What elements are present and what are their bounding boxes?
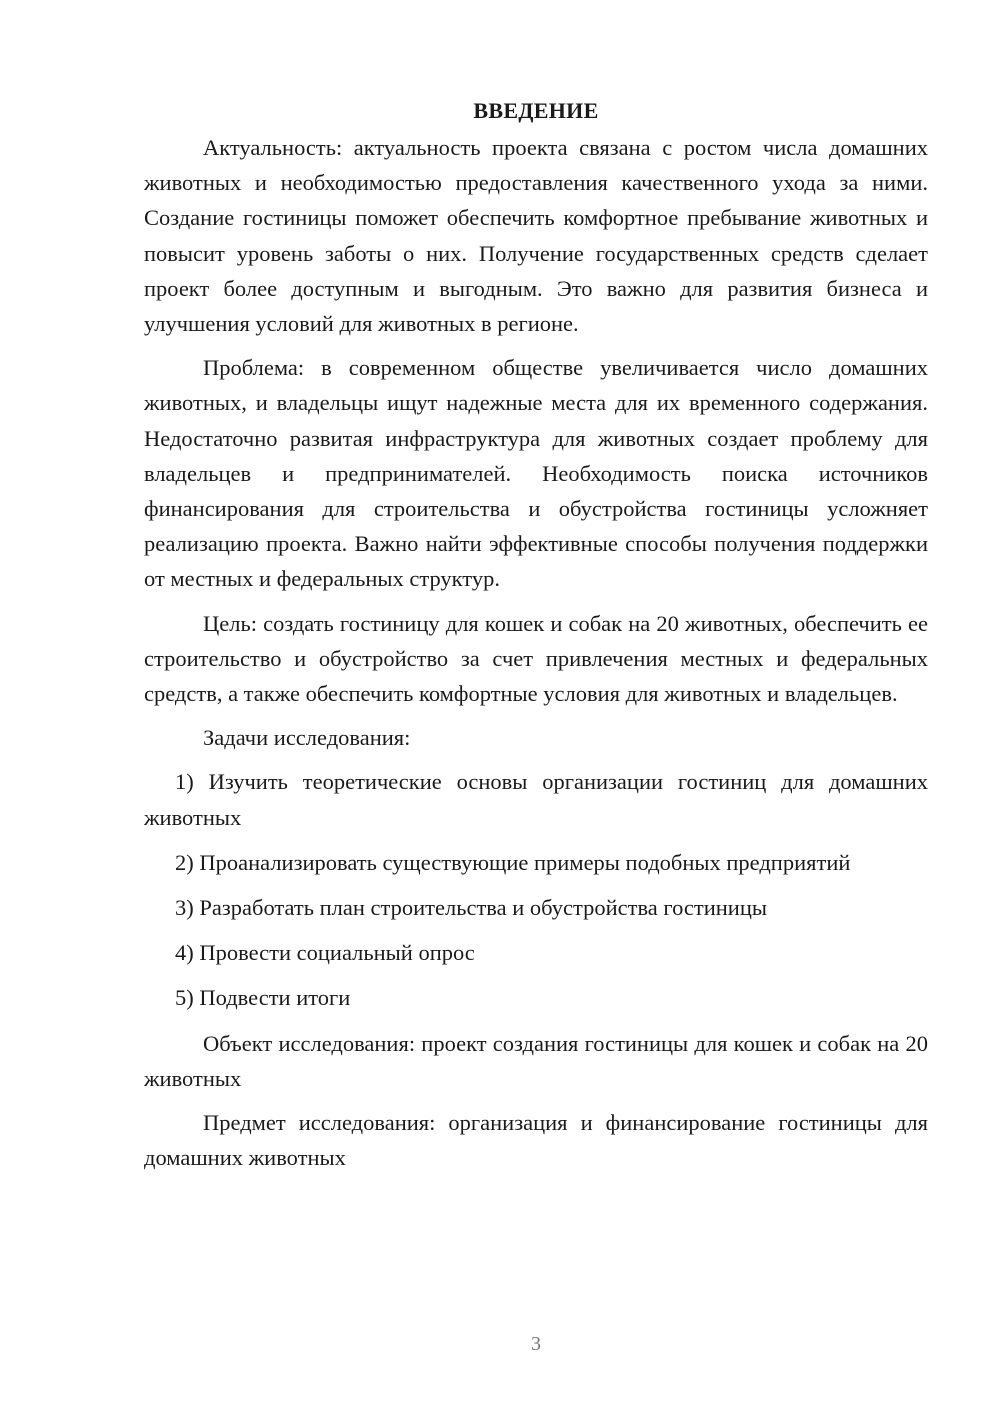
paragraph-problem: Проблема: в современном обществе увеличивается число домашних животных, и владельцы ищут надежные места для их временного содержания. Недостаточно развитая инфраструктура для животных создает проблему для владельцев и предпринимателей. Необходимость поиска источников финансирования для строительства и обустройства гостиницы усложняет реализацию проекта. Важно найти эффективные способы получения поддержки от местных и федеральных структур.	[144, 355, 928, 592]
paragraph-subject: Предмет исследования: организация и финансирование гостиницы для домашних животных	[144, 1110, 928, 1171]
list-item: 4) Провести социальный опрос	[175, 940, 475, 966]
paragraph-relevance: Актуальность: актуальность проекта связана с ростом числа домашних животных и необходимостью предоставления качественного ухода за ними. Создание гостиницы поможет обеспечить комфортное пребывание животных и повысит уровень заботы о них. Получение государственных средств сделает проект более доступным и выгодным. Это важно для развития бизнеса и улучшения условий для животных в регионе.	[144, 135, 928, 337]
list-item: 2) Проанализировать существующие примеры подобных предприятий	[175, 849, 851, 875]
list-item: 1) Изучить теоретические основы организации гостиниц для домашних животных	[144, 769, 928, 830]
tasks-list	[144, 764, 928, 1015]
paragraph-goal: Цель: создать гостиницу для кошек и собак на 20 животных, обеспечить ее строительство и обустройство за счет привлечения местных и федеральных средств, а также обеспечить комфортные условия для животных и владельцев.	[144, 610, 928, 707]
tasks-heading: Задачи исследования:	[203, 725, 411, 751]
list-item: 3) Разработать план строительства и обустройства гостиницы	[175, 895, 767, 921]
document-page	[144, 96, 928, 1184]
paragraph-object: Объект исследования: проект создания гостиницы для кошек и собак на 20 животных	[144, 1030, 928, 1091]
page-number: 3	[531, 1333, 541, 1355]
section-heading: ВВЕДЕНИЕ	[473, 98, 599, 123]
list-item: 5) Подвести итоги	[175, 985, 351, 1011]
